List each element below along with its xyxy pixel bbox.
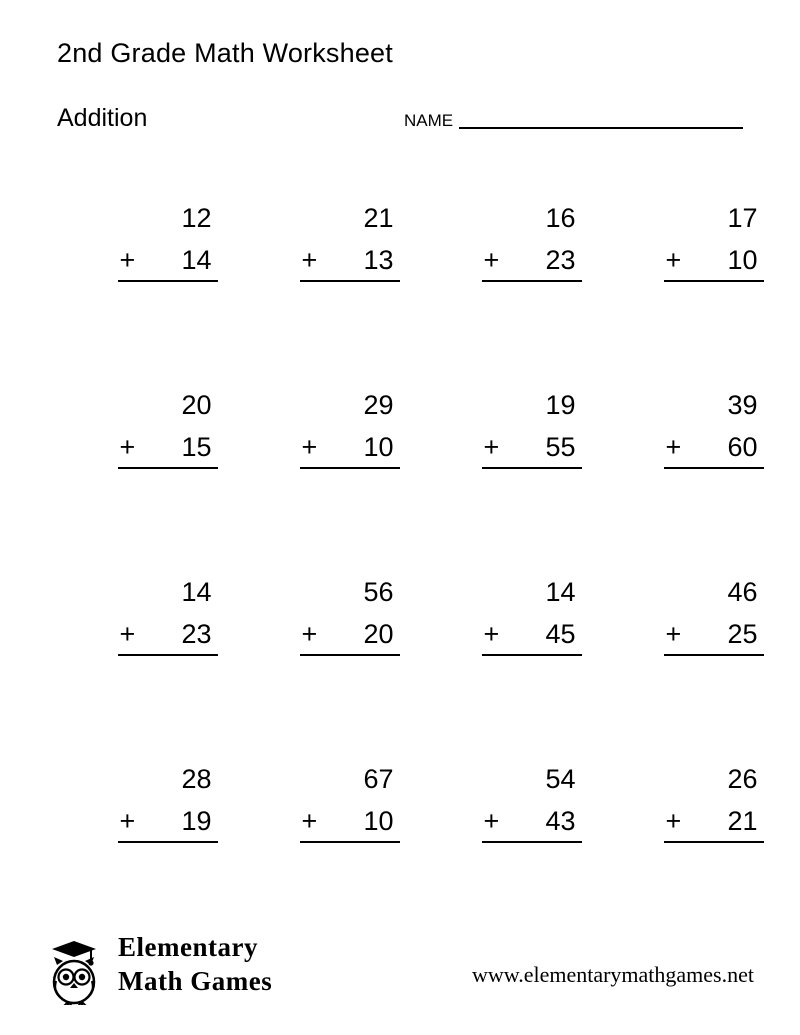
first-addend: 14	[545, 577, 576, 607]
addition-problem	[482, 579, 582, 656]
addition-problem	[300, 579, 400, 656]
second-addend: 15	[181, 432, 212, 462]
operator-and-second-addend	[118, 426, 218, 461]
problem-cell	[630, 766, 797, 953]
second-addend: 19	[181, 806, 212, 836]
logo-line-1: Elementary	[118, 932, 258, 962]
second-addend: 25	[727, 619, 758, 649]
answer-rule	[664, 280, 764, 282]
plus-operator: +	[483, 806, 500, 836]
name-label: NAME	[404, 111, 454, 130]
site-logo	[40, 925, 340, 1010]
addition-problem	[118, 205, 218, 282]
plus-operator: +	[665, 432, 682, 462]
addition-problem	[482, 392, 582, 469]
second-addend: 45	[545, 619, 576, 649]
logo-wordmark	[118, 931, 272, 999]
answer-rule	[482, 467, 582, 469]
operator-and-second-addend	[118, 239, 218, 274]
answer-rule	[482, 280, 582, 282]
plus-operator: +	[301, 806, 318, 836]
operator-and-second-addend	[300, 426, 400, 461]
problem-cell	[266, 579, 433, 766]
first-addend: 56	[363, 577, 394, 607]
problem-cell	[448, 205, 615, 392]
operator-and-second-addend	[118, 613, 218, 648]
problem-cell	[84, 392, 251, 579]
plus-operator: +	[301, 619, 318, 649]
answer-rule	[118, 654, 218, 656]
addition-problem	[664, 766, 764, 843]
plus-operator: +	[301, 432, 318, 462]
problem-grid	[0, 205, 800, 953]
first-addend: 12	[181, 203, 212, 233]
addition-problem	[664, 392, 764, 469]
plus-operator: +	[665, 806, 682, 836]
second-addend: 10	[363, 432, 394, 462]
second-addend: 21	[727, 806, 758, 836]
addition-problem	[482, 205, 582, 282]
second-addend: 23	[181, 619, 212, 649]
second-addend: 14	[181, 245, 212, 275]
first-addend: 21	[363, 203, 394, 233]
plus-operator: +	[665, 619, 682, 649]
answer-rule	[118, 841, 218, 843]
operator-and-second-addend	[664, 613, 764, 648]
answer-rule	[300, 654, 400, 656]
second-addend: 60	[727, 432, 758, 462]
answer-rule	[664, 654, 764, 656]
second-addend: 10	[363, 806, 394, 836]
first-addend: 54	[545, 764, 576, 794]
addition-problem	[118, 766, 218, 843]
answer-rule	[482, 654, 582, 656]
problem-cell	[266, 392, 433, 579]
problem-cell	[448, 392, 615, 579]
first-addend: 46	[727, 577, 758, 607]
first-addend: 17	[727, 203, 758, 233]
worksheet-subject: Addition	[57, 104, 148, 132]
plus-operator: +	[301, 245, 318, 275]
logo-line-2: Math Games	[118, 965, 273, 996]
problem-cell	[266, 205, 433, 392]
addition-problem	[300, 392, 400, 469]
second-addend: 23	[545, 245, 576, 275]
second-addend: 43	[545, 806, 576, 836]
answer-rule	[118, 467, 218, 469]
first-addend: 20	[181, 390, 212, 420]
operator-and-second-addend	[664, 426, 764, 461]
first-addend: 19	[545, 390, 576, 420]
addition-problem	[118, 579, 218, 656]
addition-problem	[482, 766, 582, 843]
first-addend: 28	[181, 764, 212, 794]
owl-graduate-icon	[44, 933, 106, 1005]
first-addend: 39	[727, 390, 758, 420]
addition-problem	[300, 205, 400, 282]
answer-rule	[300, 841, 400, 843]
first-addend: 67	[363, 764, 394, 794]
answer-rule	[300, 467, 400, 469]
problem-cell	[448, 766, 615, 953]
answer-rule	[118, 280, 218, 282]
answer-rule	[664, 841, 764, 843]
plus-operator: +	[665, 245, 682, 275]
answer-rule	[482, 841, 582, 843]
addition-problem	[300, 766, 400, 843]
plus-operator: +	[483, 619, 500, 649]
plus-operator: +	[119, 806, 136, 836]
first-addend: 26	[727, 764, 758, 794]
operator-and-second-addend	[300, 239, 400, 274]
second-addend: 10	[727, 245, 758, 275]
plus-operator: +	[483, 245, 500, 275]
problem-row	[0, 579, 800, 766]
addition-problem	[664, 579, 764, 656]
operator-and-second-addend	[482, 613, 582, 648]
plus-operator: +	[483, 432, 500, 462]
plus-operator: +	[119, 432, 136, 462]
name-input-line[interactable]	[459, 127, 743, 129]
second-addend: 20	[363, 619, 394, 649]
operator-and-second-addend	[664, 800, 764, 835]
answer-rule	[664, 467, 764, 469]
operator-and-second-addend	[300, 800, 400, 835]
answer-rule	[300, 280, 400, 282]
second-addend: 13	[363, 245, 394, 275]
operator-and-second-addend	[482, 426, 582, 461]
first-addend: 14	[181, 577, 212, 607]
plus-operator: +	[119, 619, 136, 649]
problem-cell	[630, 392, 797, 579]
problem-row	[0, 205, 800, 392]
first-addend: 29	[363, 390, 394, 420]
name-field-group	[404, 112, 743, 131]
page-title: 2nd Grade Math Worksheet	[57, 38, 393, 68]
operator-and-second-addend	[300, 613, 400, 648]
addition-problem	[118, 392, 218, 469]
operator-and-second-addend	[482, 239, 582, 274]
first-addend: 16	[545, 203, 576, 233]
operator-and-second-addend	[118, 800, 218, 835]
operator-and-second-addend	[664, 239, 764, 274]
second-addend: 55	[545, 432, 576, 462]
problem-cell	[630, 579, 797, 766]
problem-cell	[84, 205, 251, 392]
website-url: www.elementarymathgames.net	[471, 962, 754, 987]
problem-cell	[84, 579, 251, 766]
operator-and-second-addend	[482, 800, 582, 835]
addition-problem	[664, 205, 764, 282]
problem-cell	[630, 205, 797, 392]
problem-cell	[448, 579, 615, 766]
plus-operator: +	[119, 245, 136, 275]
problem-row	[0, 392, 800, 579]
